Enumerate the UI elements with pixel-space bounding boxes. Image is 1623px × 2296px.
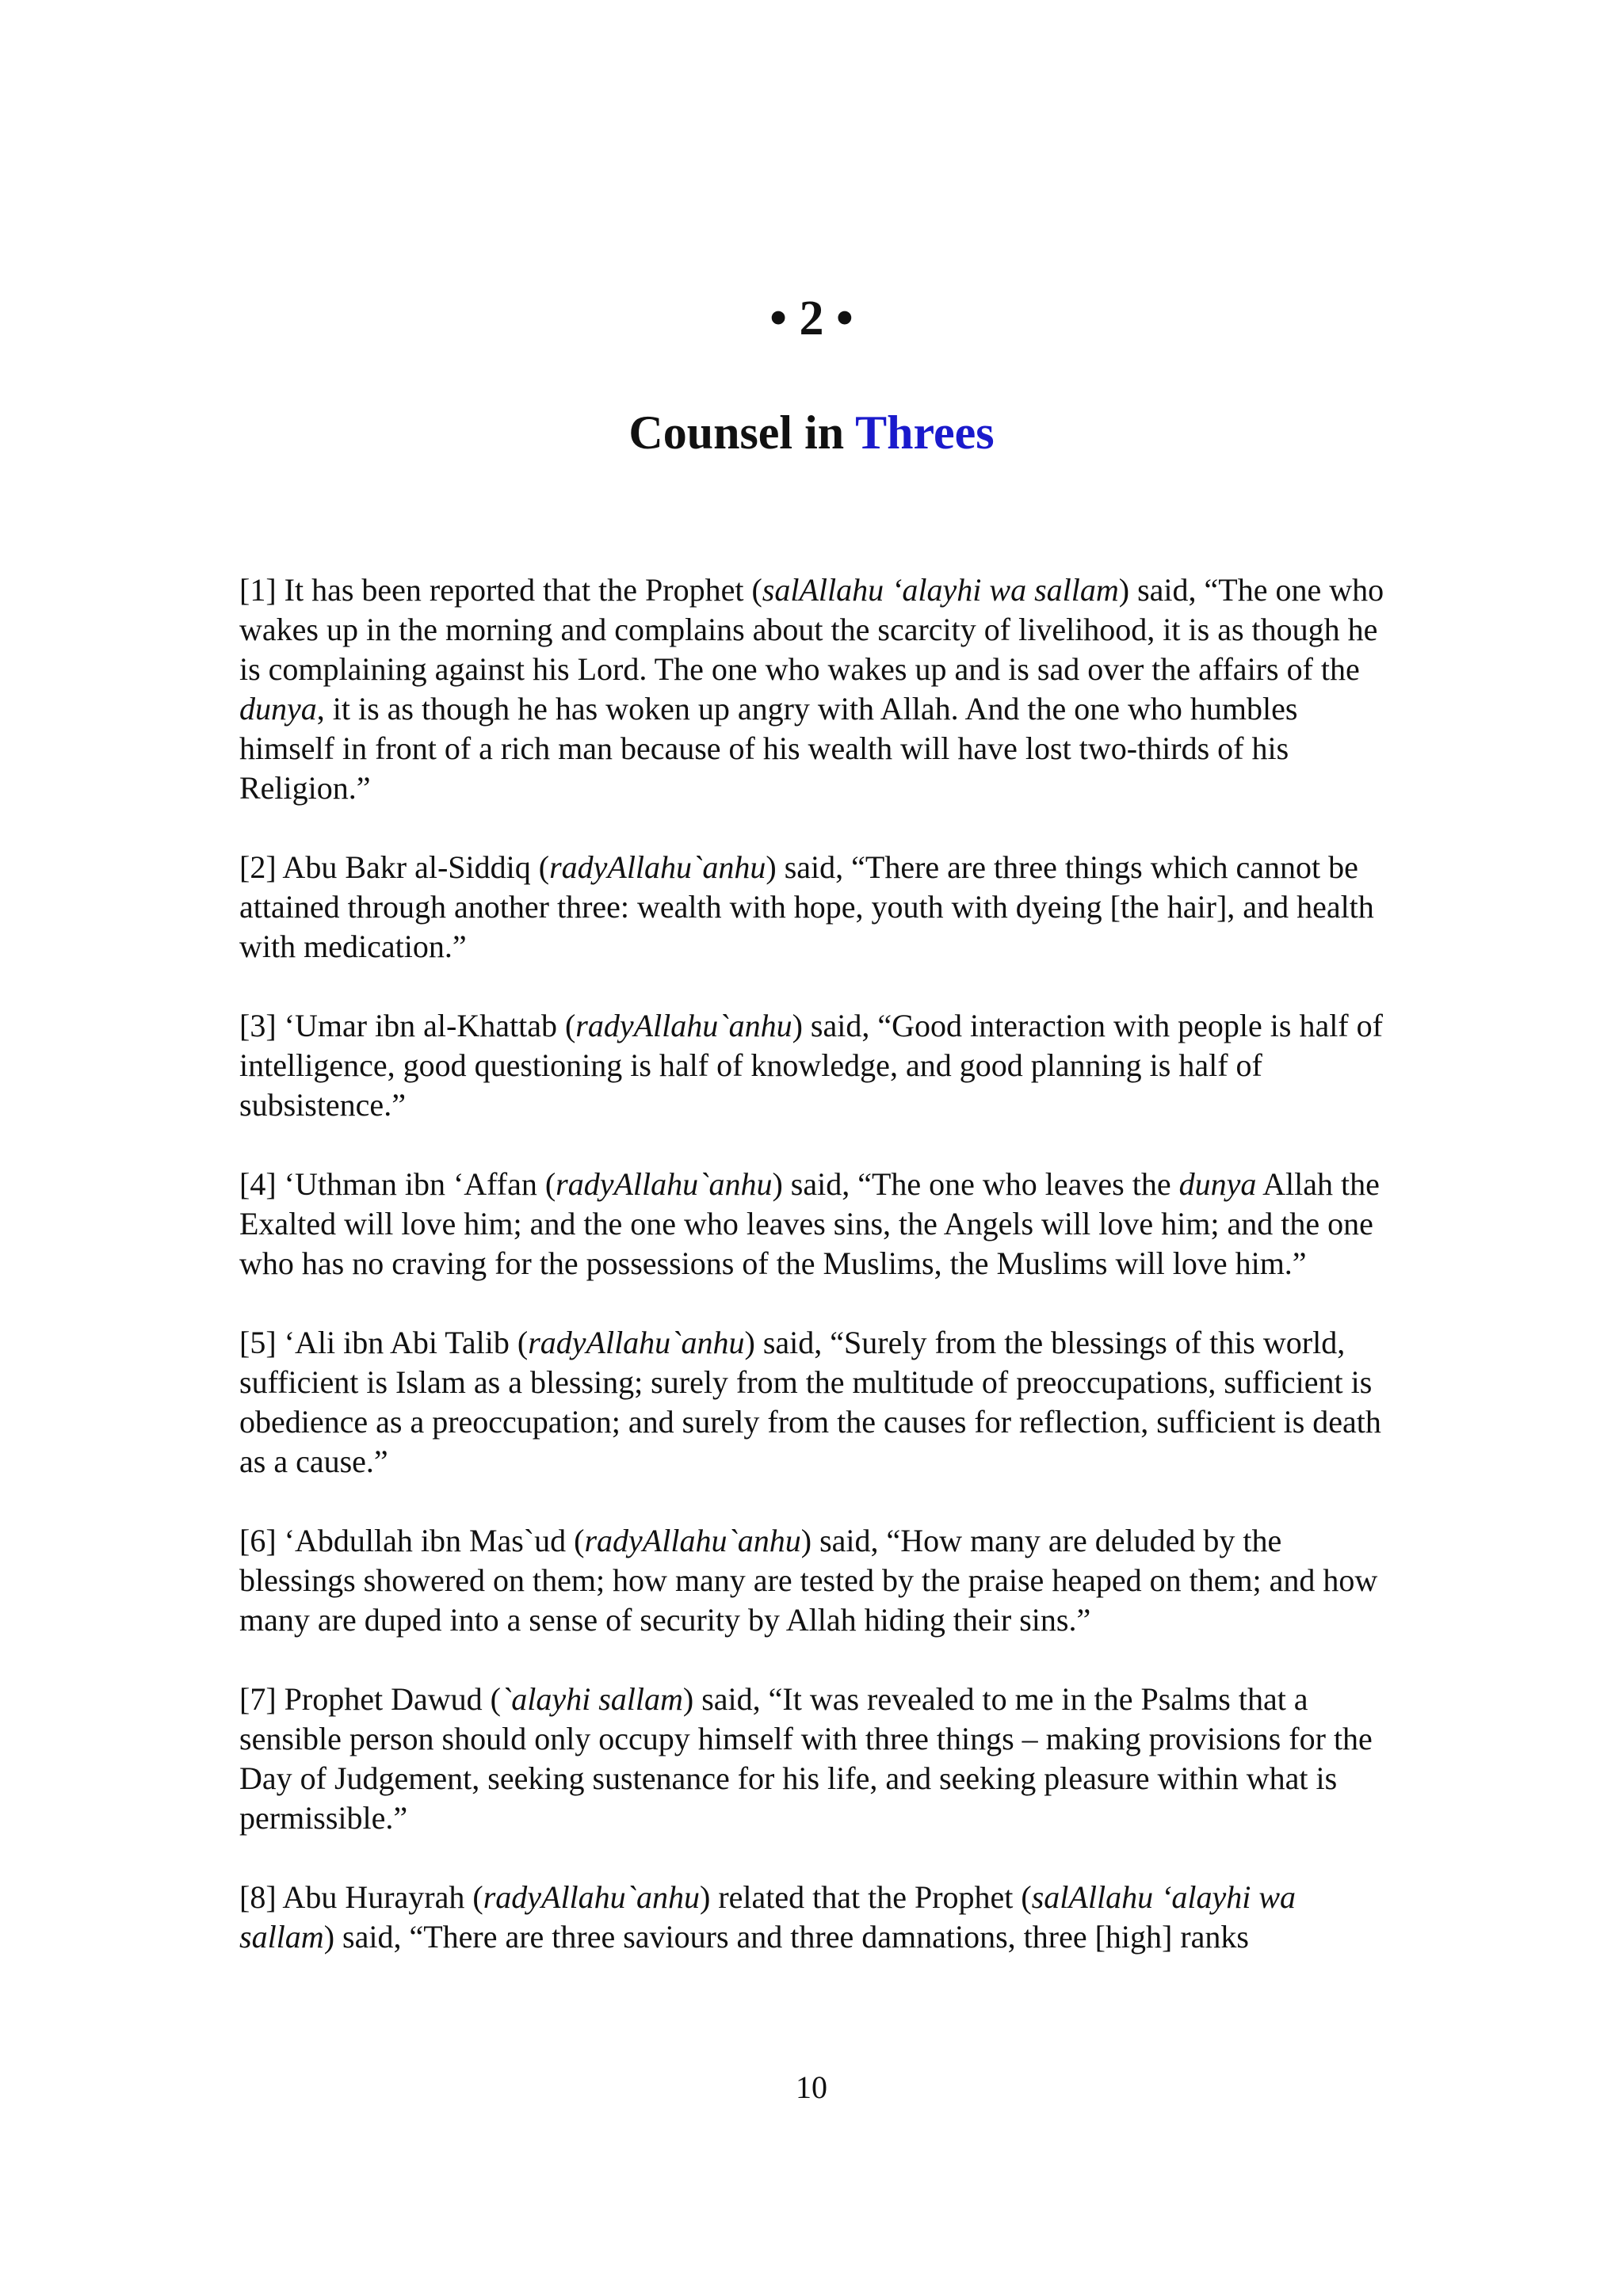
paragraph-5-text-a: [5] ‘Ali ibn Abi Talib ( [239,1325,529,1360]
chapter-number: • 2 • [769,292,854,345]
paragraph-1-italic-a: salAllahu ‘alayhi wa sallam [762,572,1119,608]
paragraph-2 [239,848,1396,967]
paragraph-1-text-b: ) said, “The one who wakes up in the morning and complains about the scarcity of livelihood, it is as though he is complaining against his Lord. The one who wakes up and is sad over the affairs of the [239,572,1384,687]
paragraph-8-text-b: ) related that the Prophet ( [700,1879,1032,1915]
paragraph-6-italic-a: radyAllahu`anhu [584,1523,801,1558]
paragraph-3-text-b: ) said, “Good interaction with people is half of intelligence, good questioning is half of knowledge, and good planning is half of subsistence.” [239,1008,1383,1123]
paragraph-4-italic-a: radyAllahu`anhu [556,1166,773,1202]
paragraph-2-text-a: [2] Abu Bakr al-Siddiq ( [239,849,550,885]
page-number: 10 [796,2069,827,2105]
paragraph-1-text-c: , it is as though he has woken up angry with Allah. And the one who humbles himself in front of a rich man because of his wealth will have lost two-thirds of his Religion.” [239,691,1298,806]
paragraph-8-text-c: ) said, “There are three saviours and three damnations, three [high] ranks [323,1919,1249,1955]
chapter-title [0,401,1623,464]
paragraph-7-italic-a: `alayhi sallam [500,1681,683,1717]
chapter-title-main: Counsel in [628,406,856,459]
chapter-title-accent: Threes [855,406,995,459]
paragraph-2-text-b: ) said, “There are three things which cannot be attained through another three: wealth with hope, youth with dyeing [the hair], and health with medication.” [239,849,1374,964]
paragraph-3-italic-a: radyAllahu`anhu [575,1008,792,1043]
paragraph-8-text-a: [8] Abu Hurayrah ( [239,1879,483,1915]
paragraph-3 [239,1006,1396,1125]
paragraph-7 [239,1680,1396,1838]
paragraph-1-text-a: [1] It has been reported that the Prophet ( [239,572,762,608]
paragraph-6-text-b: ) said, “How many are deluded by the blessings showered on them; how many are tested by the praise heaped on them; and how many are duped into a sense of security by Allah hiding their sins.” [239,1523,1378,1638]
paragraph-4-italic-b: dunya [1178,1166,1257,1202]
paragraph-5-italic-a: radyAllahu`anhu [528,1325,745,1360]
paragraph-4-text-c: Allah the Exalted will love him; and the one who leaves sins, the Angels will love him; and the one who has no craving for the possessions of the Muslims, the Muslims will love him.” [239,1166,1380,1281]
paragraph-2-italic-a: radyAllahu`anhu [549,849,766,885]
paragraph-1-italic-b: dunya [239,691,317,727]
paragraph-1 [239,570,1396,808]
paragraph-6 [239,1521,1396,1640]
paragraph-4-text-a: [4] ‘Uthman ibn ‘Affan ( [239,1166,556,1202]
paragraph-8 [239,1878,1396,1957]
body-text [239,570,1396,1997]
paragraph-4 [239,1165,1396,1283]
paragraph-3-text-a: [3] ‘Umar ibn al-Khattab ( [239,1008,576,1043]
paragraph-5-text-b: ) said, “Surely from the blessings of this world, sufficient is Islam as a blessing; surely from the multitude of preoccupations, sufficient is obedience as a preoccupation; and surely from the causes for reflection, sufficient is death as a cause.” [239,1325,1381,1479]
paragraph-4-text-b: ) said, “The one who leaves the [772,1166,1179,1202]
paragraph-8-italic-a: radyAllahu`anhu [483,1879,700,1915]
paragraph-6-text-a: [6] ‘Abdullah ibn Mas`ud ( [239,1523,585,1558]
paragraph-7-text-b: ) said, “It was revealed to me in the Psalms that a sensible person should only occupy himself with three things – making provisions for the Day of Judgement, seeking sustenance for his life, and seeking pleasure within what is permissible.” [239,1681,1373,1836]
paragraph-7-text-a: [7] Prophet Dawud ( [239,1681,501,1717]
paragraph-5 [239,1323,1396,1482]
paragraph-8-italic-b: salAllahu ‘alayhi wa sallam [239,1879,1296,1955]
